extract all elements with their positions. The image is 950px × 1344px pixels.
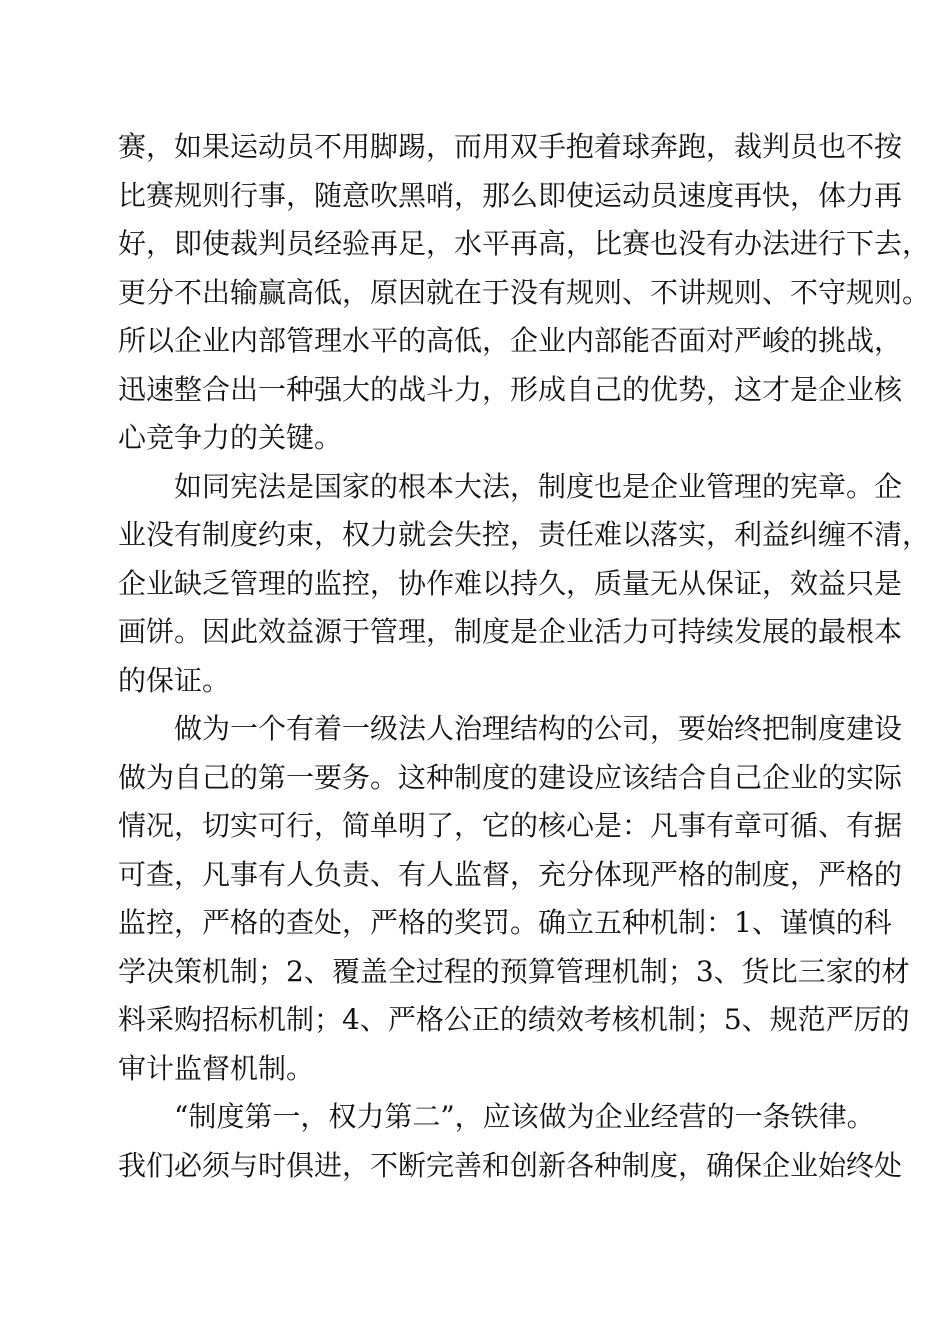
text-line: “制度第一，权力第二”，应该做为企业经营的一条铁律。 bbox=[174, 1100, 875, 1133]
text-line: 业没有制度约束，权力就会失控，责任难以落实，利益纠缠不清， bbox=[118, 518, 931, 551]
text-line: 可查，凡事有人负责、有人监督，充分体现严格的制度，严格的 bbox=[118, 857, 903, 891]
text-line: 好，即使裁判员经验再足，水平再高，比赛也没有办法进行下去， bbox=[118, 227, 931, 260]
text-line: 画饼。因此效益源于管理，制度是企业活力可持续发展的最根本 bbox=[118, 615, 903, 648]
text-line: 赛，如果运动员不用脚踢，而用双手抱着球奔跑，裁判员也不按 bbox=[118, 130, 903, 163]
paragraph-3 bbox=[118, 705, 910, 1093]
paragraph-4 bbox=[118, 1093, 903, 1190]
paragraph-1 bbox=[118, 123, 931, 463]
text-line: 我们必须与时俱进，不断完善和创新各种制度，确保企业始终处 bbox=[118, 1148, 903, 1182]
text-line: 心竞争力的关键。 bbox=[118, 421, 343, 454]
text-line: 比赛规则行事，随意吹黑哨，那么即使运动员速度再快，体力再 bbox=[118, 178, 903, 212]
text-line: 如同宪法是国家的根本大法，制度也是企业管理的宪章。企 bbox=[174, 469, 903, 503]
text-line: 情况，切实可行，简单明了，它的核心是：凡事有章可循、有据 bbox=[118, 809, 903, 842]
text-line: 做为自己的第一要务。这种制度的建设应该结合自己企业的实际 bbox=[118, 760, 903, 794]
paragraph-2 bbox=[118, 463, 931, 706]
text-line: 的保证。 bbox=[118, 663, 231, 697]
text-line: 学决策机制；2、覆盖全过程的预算管理机制；3、货比三家的材 bbox=[118, 954, 910, 988]
text-line: 料采购招标机制；4、严格公正的绩效考核机制；5、规范严厉的 bbox=[118, 1003, 910, 1036]
text-line: 更分不出输赢高低，原因就在于没有规则、不讲规则、不守规则。 bbox=[118, 275, 931, 309]
text-line: 做为一个有着一级法人治理结构的公司，要始终把制度建设 bbox=[174, 712, 903, 745]
text-line: 迅速整合出一种强大的战斗力，形成自己的优势，这才是企业核 bbox=[118, 372, 903, 406]
text-line: 监控，严格的查处，严格的奖罚。确立五种机制：1、谨慎的科 bbox=[118, 906, 892, 939]
text-line: 企业缺乏管理的监控，协作难以持久，质量无从保证，效益只是 bbox=[118, 566, 903, 600]
body-text bbox=[118, 123, 931, 1190]
text-line: 所以企业内部管理水平的高低，企业内部能否面对严峻的挑战， bbox=[118, 324, 903, 357]
text-line: 审计监督机制。 bbox=[118, 1051, 315, 1085]
